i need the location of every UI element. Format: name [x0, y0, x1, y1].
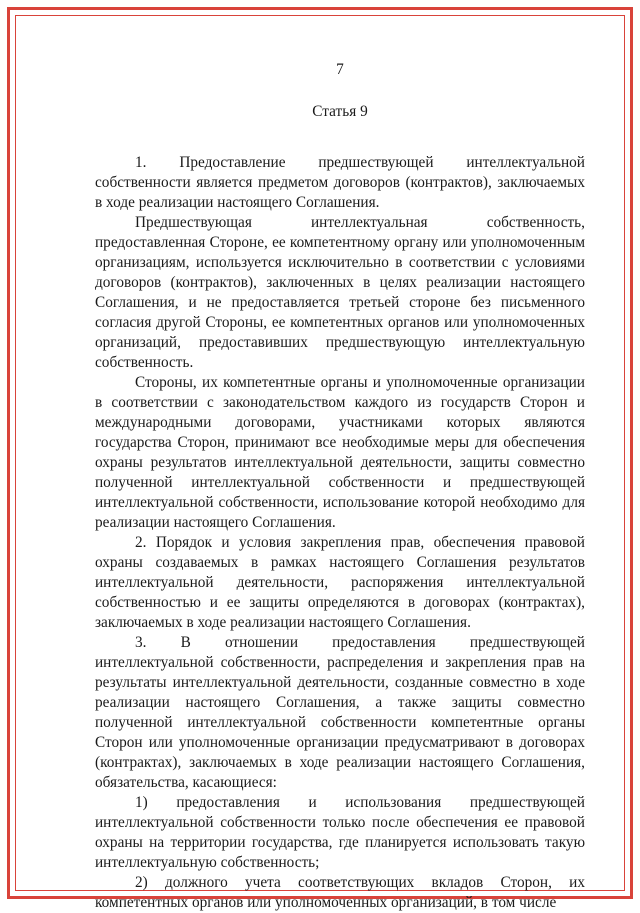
paragraph-1: 1. Предоставление предшествующей интеллектуальной собственности является предметом договоров (контрактов), заключаемых в ходе реализации настоящего Соглашения. [95, 154, 585, 211]
page-number: 7 [336, 61, 344, 78]
paragraph-5: 3. В отношении предоставления предшествующей интеллектуальной собственности, распределения и закрепления прав на результаты интеллектуальной деятельности, созданные совместно в ходе реализации настоящего Соглашения, а также защиты совместно полученной интеллектуальной собственности компетентные органы Сторон или уполномоченные организации предусматривают в договорах (контрактах), заключаемых в ходе реализации настоящего Соглашения, обязательства, касающиеся: [95, 634, 585, 791]
article-title: Статья 9 [312, 103, 368, 120]
paragraph-2: Предшествующая интеллектуальная собственность, предоставленная Стороне, ее компетентному органу или уполномоченным организациям, используется исключительно в соответствии с условиями договоров (контрактов), заключенных в целях реализации настоящего Соглашения, и не предоставляется третьей стороне без письменного согласия другой Стороны, ее компетентных органов или уполномоченных организаций, предоставивших предшествующую интеллектуальную собственность. [95, 214, 585, 371]
paragraph-7: 2) должного учета соответствующих вкладов Сторон, их компетентных органов или уполномоченных организаций, в том числе [95, 874, 585, 911]
paragraph-3: Стороны, их компетентные органы и уполномоченные организации в соответствии с законодательством каждого из государств Сторон и международными договорами, участниками которых являются государства Сторон, принимают все необходимые меры для обеспечения охраны результатов интеллектуальной деятельности, защиты совместно полученной интеллектуальной собственности и предшествующей интеллектуальной собственности, использование которой необходимо для реализации настоящего Соглашения. [95, 374, 585, 531]
paragraph-4: 2. Порядок и условия закрепления прав, обеспечения правовой охраны создаваемых в рамках настоящего Соглашения результатов интеллектуальной деятельности, распоряжения интеллектуальной собственностью и ее защиты определяются в договорах (контрактах), заключаемых в ходе реализации настоящего Соглашения. [95, 534, 585, 631]
page-content [95, 60, 585, 913]
paragraph-6: 1) предоставления и использования предшествующей интеллектуальной собственности только после обеспечения ее правовой охраны на территории государства, где планируется использовать такую интеллектуальную собственность; [95, 794, 585, 871]
